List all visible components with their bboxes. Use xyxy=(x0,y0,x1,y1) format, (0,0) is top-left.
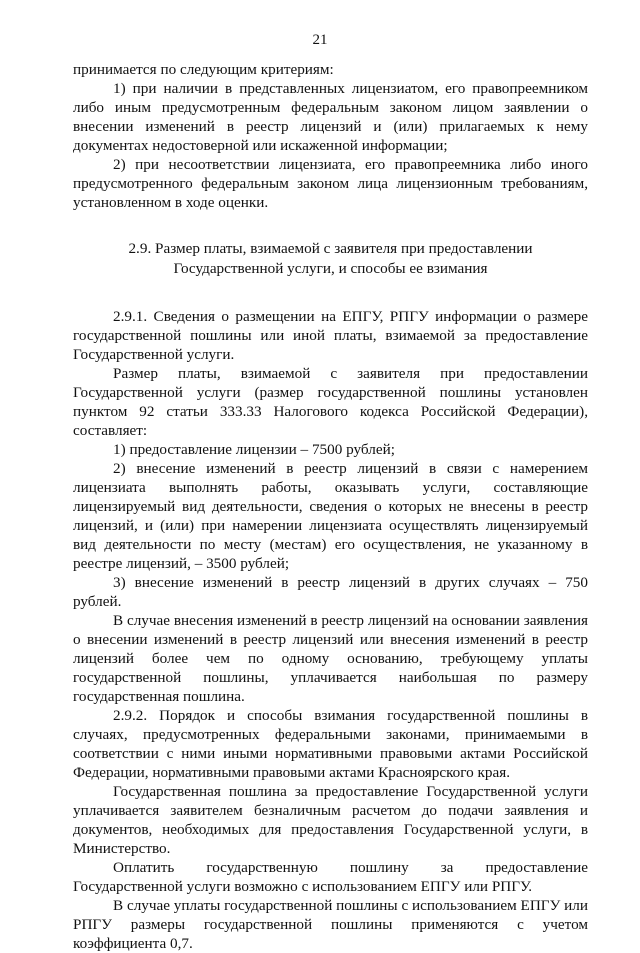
paragraph: 3) внесение изменений в реестр лицензий в других случаях – 750 рублей. xyxy=(73,574,588,610)
paragraph: В случае внесения изменений в реестр лицензий на основании заявления о внесении изменений в реестр лицензий или внесения изменений в реестр лицензий более чем по одному основанию, требующему уплаты государственной пошлины, уплачивается наибольшая по размеру государственная пошлина. xyxy=(73,612,588,705)
paragraph: В случае уплаты государственной пошлины с использованием ЕПГУ или РПГУ размеры государственной пошлины применяются с учетом коэффициента 0,7. xyxy=(73,897,588,952)
document-body xyxy=(73,60,588,953)
section-heading-line: Государственной услуги, и способы ее взимания xyxy=(173,260,488,277)
paragraph: 2.9.2. Порядок и способы взимания государственной пошлины в случаях, предусмотренных федеральными законами, принимаемыми в соответствии с ними иными нормативными правовыми актами Российской Федерации, нормативными правовыми актами Красноярского края. xyxy=(73,707,588,781)
paragraph: 1) предоставление лицензии – 7500 рублей; xyxy=(113,441,395,458)
paragraph: 2.9.1. Сведения о размещении на ЕПГУ, РПГУ информации о размере государственной пошлины или иной платы, взимаемой за предоставление Государственной услуги. xyxy=(73,308,588,363)
paragraph: Оплатить государственную пошлину за предоставление Государственной услуги возможно с использованием ЕПГУ или РПГУ. xyxy=(73,859,588,895)
paragraph: Государственная пошлина за предоставление Государственной услуги уплачивается заявителем безналичным расчетом до подачи заявления и документов, необходимых для предоставления Государственной услуги, в Министерство. xyxy=(73,783,588,857)
paragraph: 2) при несоответствии лицензиата, его правопреемника либо иного предусмотренного федеральным законом лица лицензионным требованиям, установленном в ходе оценки. xyxy=(73,156,588,211)
paragraph: принимается по следующим критериям: xyxy=(73,61,334,78)
paragraph: Размер платы, взимаемой с заявителя при предоставлении Государственной услуги (размер государственной пошлины установлен пунктом 92 статьи 333.33 Налогового кодекса Российской Федерации), составляет: xyxy=(73,365,588,439)
section-heading-line: 2.9. Размер платы, взимаемой с заявителя при предоставлении xyxy=(128,240,533,257)
paragraph: 1) при наличии в представленных лицензиатом, его правопреемником либо иным предусмотренным федеральным законом лицом заявлении о внесении изменений в реестр лицензий и (или) прилагаемых к нему документах недостоверной или искаженной информации; xyxy=(73,80,588,154)
paragraph: 2) внесение изменений в реестр лицензий в связи с намерением лицензиата выполнять работы, оказывать услуги, составляющие лицензируемый вид деятельности, сведения о которых не внесены в реестр лицензий, и (или) при намерении лицензиата осуществлять лицензируемый вид деятельности по месту (местам) его осуществления, не указанному в реестре лицензий, – 3500 рублей; xyxy=(73,460,588,572)
page-number: 21 xyxy=(312,32,328,48)
section-heading xyxy=(73,239,588,279)
